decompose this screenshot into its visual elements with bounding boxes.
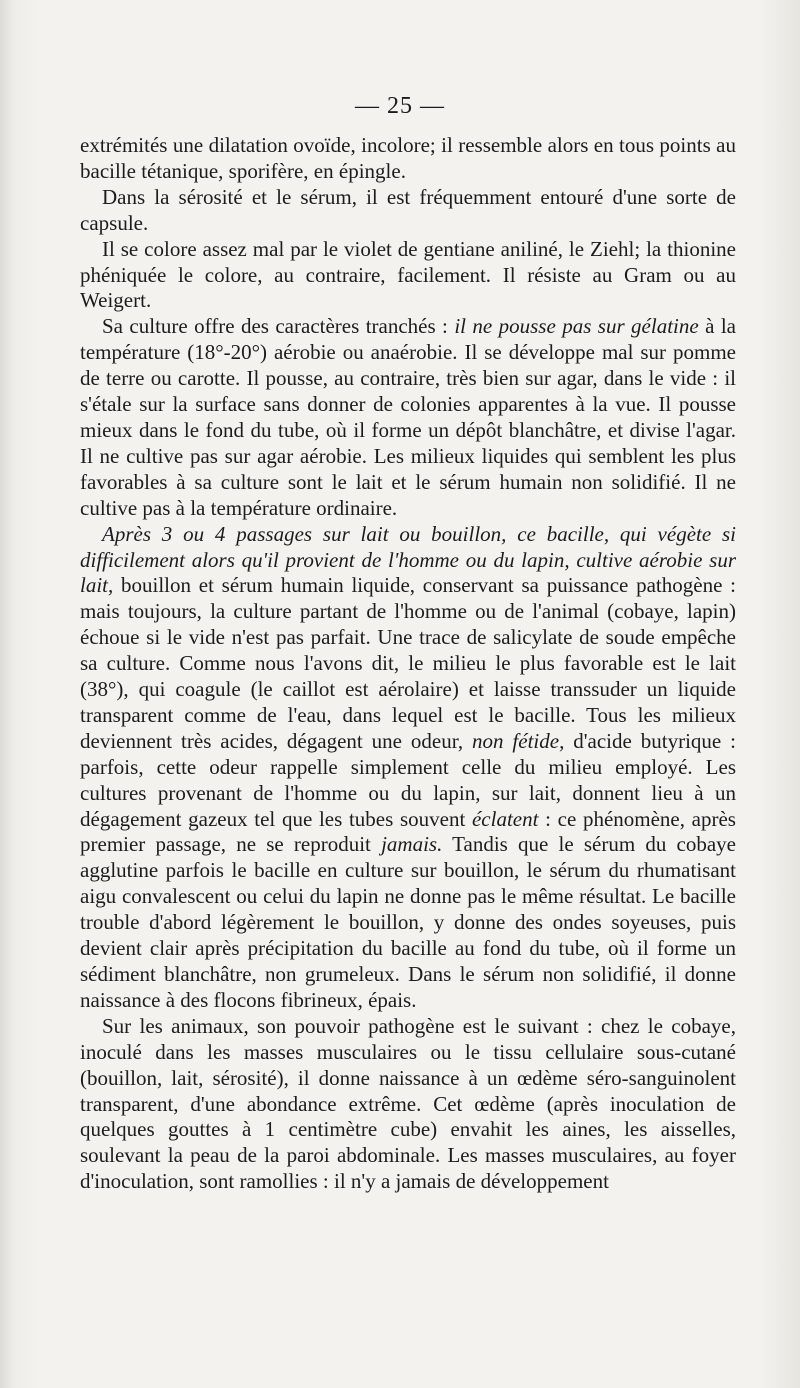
p5-italic-a: Après 3 ou 4 passages sur lait ou bouillon, ce bacille, qui végète si difficilement alors qu'il provient de l'homme ou du lapin, cultive aérobie sur lait, (80, 521, 736, 598)
p5-italic-e: éclatent (471, 806, 539, 831)
page-number: — 25 — (355, 93, 445, 119)
paragraph-4 (80, 314, 736, 521)
paragraph-1: extrémités une dilatation ovoïde, incolore; il ressemble alors en tous points au bacille tétanique, sporifère, en épingle. (80, 133, 736, 183)
paragraph-6: Sur les animaux, son pouvoir pathogène est le suivant : chez le cobaye, inoculé dans les masses musculaires ou le tissu cellulaire sous-cutané (bouillon, lait, sérosité), il donne naissance à un œdème séro-sanguinolent transparent, d'une abondance extrême. Cet œdème (après inoculation de quelques gouttes à 1 centimètre cube) envahit les aines, les aisselles, soulevant la peau de la paroi abdominale. Les masses musculaires, au foyer d'inoculation, sont ramollies : il n'y a jamais de développement (80, 1013, 736, 1194)
p5-italic-g: jamais. (381, 832, 443, 857)
p5-italic-c: non fétide, (472, 728, 565, 753)
paragraph-3: Il se colore assez mal par le violet de gentiane aniliné, le Ziehl; la thionine phéniquée le colore, au contraire, facilement. Il résiste au Gram ou au Weigert. (80, 236, 736, 313)
p5-text-d: d'acide butyrique : parfois, cette odeur rappelle simplement celle du milieu employé. Les cultures provenant de l'homme ou du lapin, sur lait, donnent lieu à un dégagement gazeux tel que les tubes souvent (80, 728, 736, 831)
p4-italic: il ne pousse pas sur gélatine (454, 314, 699, 339)
p5-text-h: Tandis que le sérum du cobaye agglutine parfois le bacille en culture sur bouillon, le sérum du rhumatisant aigu convalescent ou celui du lapin ne donne pas le même résultat. Le bacille trouble d'abord légèrement le bouillon, y donne des ondes soyeuses, puis devient clair après précipitation du bacille au fond du tube, où il forme un sédiment blanchâtre, non grumeleux. Dans le sérum non solidifié, il donne naissance à des flocons fibrineux, épais. (80, 832, 736, 1012)
p5-text-f: : ce phénomène, après premier passage, ne se reproduit (80, 806, 736, 857)
paragraph-5 (80, 522, 736, 1014)
p4-text-c: à la température (18°-20°) aérobie ou anaérobie. Il se développe mal sur pomme de terre ou carotte. Il pousse, au contraire, très bien sur agar, dans le vide : il s'étale sur la surface sans donner de colonies apparentes à la vue. Il pousse mieux dans le fond du tube, où il forme un dépôt blanchâtre, et divise l'agar. Il ne cultive pas sur agar aérobie. Les milieux liquides qui semblent les plus favorables à sa culture sont le lait et le sérum humain non solidifié. Il ne cultive pas à la température ordinaire. (80, 314, 736, 520)
p4-text-a: Sa culture offre des caractères tranchés : (102, 314, 455, 339)
body-text (80, 133, 736, 1195)
paragraph-2: Dans la sérosité et le sérum, il est fréquemment entouré d'une sorte de capsule. (80, 184, 736, 235)
p5-text-b: bouillon et sérum humain liquide, conservant sa puissance pathogène : mais toujours, la culture partant de l'homme ou de l'animal (cobaye, lapin) échoue si le vide n'est pas parfait. Une trace de salicylate de soude empêche sa culture. Comme nous l'avons dit, le milieu le plus favorable est le lait (38°), qui coagule (le caillot est aérolaire) et laisse transsuder un liquide transparent comme de l'eau, dans lequel est le bacille. Tous les milieux deviennent très acides, dégagent une odeur, (80, 573, 736, 753)
